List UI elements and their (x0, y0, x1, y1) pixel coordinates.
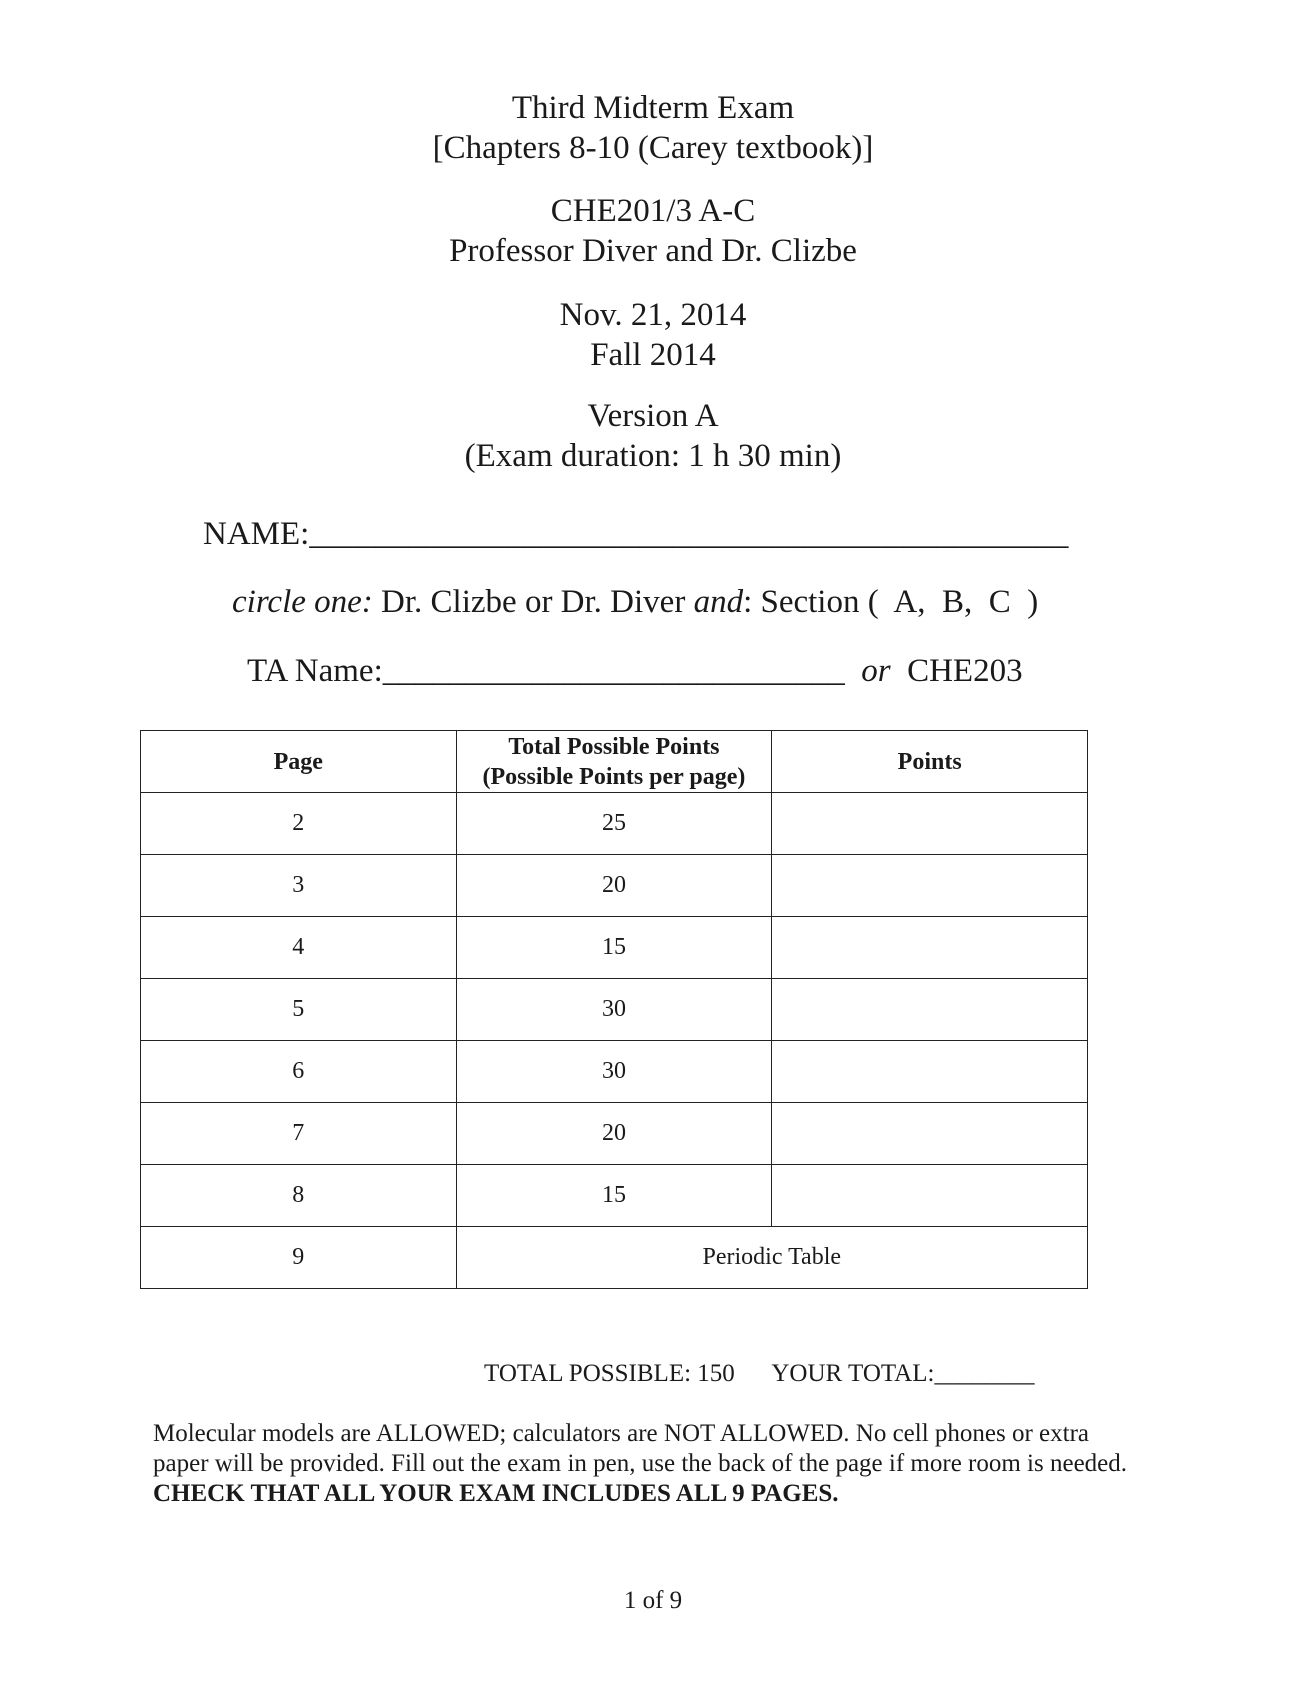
instructors: Professor Diver and Dr. Clizbe (449, 233, 857, 269)
row-page: 4 (141, 917, 457, 979)
exam-version: Version A (587, 398, 719, 434)
instructions-line1: Molecular models are ALLOWED; calculators are NOT ALLOWED. No cell phones or extra (153, 1420, 1090, 1447)
header-possible-points (456, 731, 772, 793)
row-page: 3 (141, 855, 457, 917)
row-possible: 20 (456, 855, 772, 917)
row-points-cell[interactable] (772, 855, 1088, 917)
score-table-header-row (141, 731, 1088, 793)
table-row (141, 793, 1088, 855)
exam-term: Fall 2014 (590, 337, 716, 373)
table-row-periodic (141, 1227, 1088, 1289)
table-row (141, 1165, 1088, 1227)
ta-label: TA Name: (247, 653, 383, 689)
row-page: 6 (141, 1041, 457, 1103)
exam-date: Nov. 21, 2014 (559, 297, 747, 333)
header-possible-line1: Total Possible Points (508, 733, 720, 760)
row-possible: 25 (456, 793, 772, 855)
ta-blank[interactable]: ____________________________ (382, 653, 845, 689)
ta-name-line (247, 653, 1023, 690)
table-row (141, 917, 1088, 979)
circle-one-line (232, 584, 1038, 621)
row-possible: 20 (456, 1103, 772, 1165)
header-page: Page (141, 731, 457, 793)
score-table (140, 730, 1088, 1289)
instructions-line3: CHECK THAT ALL YOUR EXAM INCLUDES ALL 9 PAGES. (153, 1480, 839, 1507)
row-page: 2 (141, 793, 457, 855)
header-points: Points (772, 731, 1088, 793)
course-code: CHE201/3 A-C (550, 193, 756, 229)
total-possible: TOTAL POSSIBLE: 150 (484, 1360, 735, 1387)
exam-header-title-block (0, 88, 1306, 168)
che203-option[interactable]: CHE203 (907, 653, 1023, 689)
table-row (141, 979, 1088, 1041)
page-number: 1 of 9 (623, 1587, 683, 1614)
section-options[interactable]: : Section ( A, B, C ) (743, 584, 1039, 620)
exam-version-block (0, 396, 1306, 476)
name-blank[interactable]: ______________________________________________ (309, 516, 1069, 552)
row-points-cell[interactable] (772, 917, 1088, 979)
name-label: NAME: (203, 516, 310, 552)
row-possible: 15 (456, 917, 772, 979)
and-label: and (693, 584, 744, 620)
row-points-cell[interactable] (772, 1041, 1088, 1103)
exam-instructions (153, 1419, 1163, 1509)
periodic-table-label: Periodic Table (456, 1227, 1087, 1289)
row-points-cell[interactable] (772, 1103, 1088, 1165)
your-total-blank[interactable]: ________ (934, 1360, 1035, 1387)
student-name-line (203, 516, 1068, 553)
row-possible: 30 (456, 1041, 772, 1103)
exam-date-block (0, 295, 1306, 375)
instructor-options[interactable]: Dr. Clizbe or Dr. Diver (381, 584, 686, 620)
exam-course-block (0, 191, 1306, 271)
row-possible: 15 (456, 1165, 772, 1227)
row-points-cell[interactable] (772, 1165, 1088, 1227)
table-row (141, 1041, 1088, 1103)
exam-duration: (Exam duration: 1 h 30 min) (464, 438, 842, 474)
your-total-label: YOUR TOTAL: (771, 1360, 935, 1387)
or-label: or (861, 653, 891, 689)
row-page: 9 (141, 1227, 457, 1289)
instructions-line2: paper will be provided. Fill out the exam in pen, use the back of the page if more room is needed. (153, 1450, 1128, 1477)
exam-title: Third Midterm Exam (511, 90, 795, 126)
table-row (141, 1103, 1088, 1165)
circle-one-label: circle one: (232, 584, 373, 620)
row-points-cell[interactable] (772, 793, 1088, 855)
table-row (141, 855, 1088, 917)
row-points-cell[interactable] (772, 979, 1088, 1041)
row-page: 7 (141, 1103, 457, 1165)
row-page: 5 (141, 979, 457, 1041)
totals-line (484, 1360, 1034, 1388)
row-page: 8 (141, 1165, 457, 1227)
header-possible-line2: (Possible Points per page) (482, 763, 746, 790)
exam-chapters: [Chapters 8-10 (Carey textbook)] (432, 130, 874, 166)
row-possible: 30 (456, 979, 772, 1041)
